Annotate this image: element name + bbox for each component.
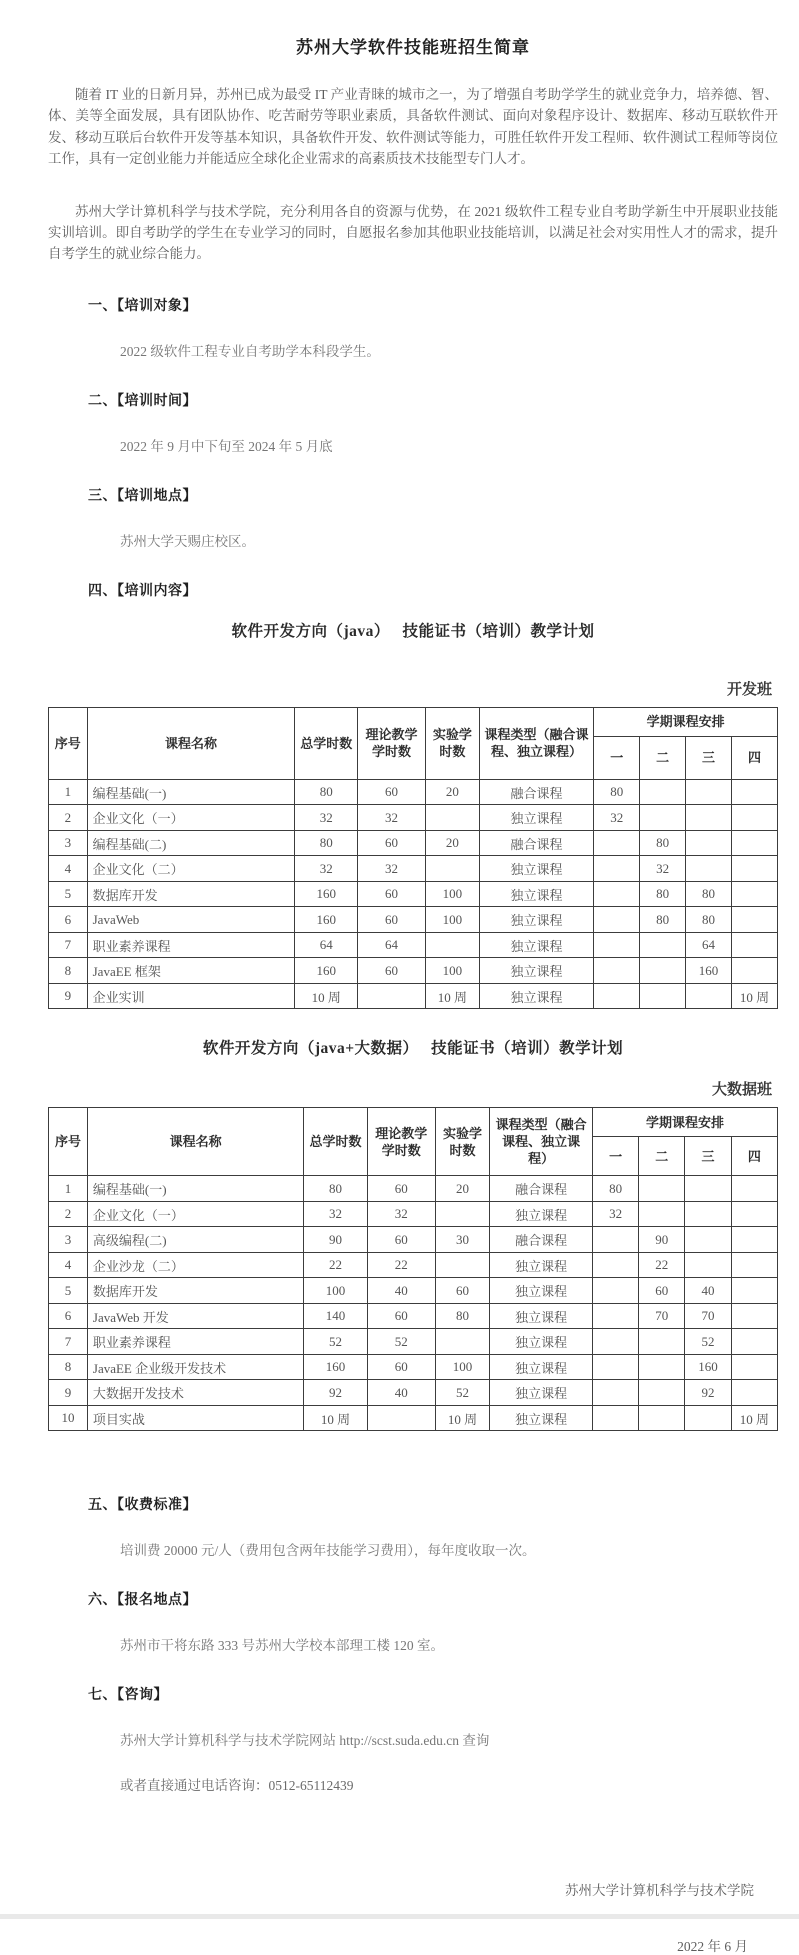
- cell-lab: [435, 1201, 489, 1227]
- section-heading-training-target: 一、【培训对象】: [88, 298, 197, 314]
- cell-total: 100: [304, 1278, 367, 1304]
- cell-type: 独立课程: [490, 1278, 593, 1304]
- cell-no: 4: [49, 1252, 88, 1278]
- cell-s1: [594, 907, 640, 933]
- cell-s2: 90: [639, 1227, 685, 1253]
- cell-lab: 20: [435, 1176, 489, 1202]
- cell-s4: 10 周: [732, 983, 778, 1009]
- cell-s2: [640, 958, 686, 984]
- cell-s3: 92: [685, 1380, 731, 1406]
- table-row: [49, 983, 778, 1009]
- cell-lab: 20: [425, 830, 479, 856]
- cell-total: 160: [295, 881, 358, 907]
- cell-theory: 32: [358, 856, 426, 882]
- table-row: [49, 958, 778, 984]
- cell-s1: [594, 856, 640, 882]
- cell-theory: [358, 983, 426, 1009]
- cell-s4: [732, 881, 778, 907]
- col-header-course-name: 课程名称: [87, 1108, 304, 1176]
- cell-name: JavaWeb 开发: [87, 1303, 304, 1329]
- cell-type: 独立课程: [479, 805, 593, 831]
- cell-total: 52: [304, 1329, 367, 1355]
- cell-s4: [732, 958, 778, 984]
- col-header-semester-1: 一: [594, 736, 640, 779]
- cell-s3: 160: [685, 1354, 731, 1380]
- cell-name: 高级编程(二): [87, 1227, 304, 1253]
- cell-type: 融合课程: [490, 1176, 593, 1202]
- cell-total: 90: [304, 1227, 367, 1253]
- cell-s1: 32: [592, 1201, 638, 1227]
- cell-no: 10: [49, 1405, 88, 1431]
- cell-name: 企业沙龙（二）: [87, 1252, 304, 1278]
- cell-s4: [731, 1380, 777, 1406]
- col-header-semester-3: 三: [686, 736, 732, 779]
- cell-total: 10 周: [295, 983, 358, 1009]
- cell-no: 8: [49, 1354, 88, 1380]
- col-header-lab-hours: 实验学时数: [435, 1108, 489, 1176]
- section-content-training-location: 苏州大学天赐庄校区。: [120, 533, 255, 549]
- bigdata-class-schedule-table: [48, 1107, 778, 1431]
- table-row: [49, 856, 778, 882]
- cell-s4: [732, 805, 778, 831]
- cell-lab: 20: [425, 779, 479, 805]
- cell-name: 编程基础(二): [87, 830, 295, 856]
- table-row: [49, 1405, 778, 1431]
- cell-total: 22: [304, 1252, 367, 1278]
- cell-total: 80: [295, 779, 358, 805]
- cell-theory: 60: [367, 1303, 435, 1329]
- cell-lab: 100: [425, 907, 479, 933]
- cell-s1: 80: [592, 1176, 638, 1202]
- section-heading-registration-location: 六、【报名地点】: [88, 1593, 197, 1609]
- cell-theory: 40: [367, 1278, 435, 1304]
- cell-no: 3: [49, 830, 88, 856]
- cell-type: 融合课程: [479, 830, 593, 856]
- cell-no: 7: [49, 932, 88, 958]
- cell-total: 32: [295, 856, 358, 882]
- section-heading-fees: 五、【收费标准】: [88, 1498, 197, 1514]
- cell-theory: 60: [358, 830, 426, 856]
- cell-name: 企业实训: [87, 983, 295, 1009]
- cell-theory: [367, 1405, 435, 1431]
- cell-name: JavaEE 企业级开发技术: [87, 1354, 304, 1380]
- cell-lab: 100: [425, 881, 479, 907]
- cell-s2: 70: [639, 1303, 685, 1329]
- cell-s2: [639, 1405, 685, 1431]
- cell-no: 1: [49, 1176, 88, 1202]
- cell-theory: 64: [358, 932, 426, 958]
- col-header-total-hours: 总学时数: [295, 707, 358, 779]
- cell-lab: 60: [435, 1278, 489, 1304]
- cell-name: 编程基础(一): [87, 779, 295, 805]
- section-heading-training-location: 三、【培训地点】: [88, 488, 197, 504]
- cell-s2: [639, 1176, 685, 1202]
- cell-s2: [640, 983, 686, 1009]
- cell-total: 32: [295, 805, 358, 831]
- cell-lab: 100: [435, 1354, 489, 1380]
- cell-theory: 32: [367, 1201, 435, 1227]
- col-header-semester-2: 二: [640, 736, 686, 779]
- table-row: [49, 1278, 778, 1304]
- cell-no: 5: [49, 1278, 88, 1304]
- cell-s2: [639, 1329, 685, 1355]
- cell-type: 独立课程: [479, 932, 593, 958]
- section-heading-training-content: 四、【培训内容】: [88, 583, 197, 599]
- cell-s4: [731, 1201, 777, 1227]
- cell-s1: [594, 830, 640, 856]
- cell-lab: [425, 805, 479, 831]
- cell-theory: 52: [367, 1329, 435, 1355]
- cell-s3: [685, 1252, 731, 1278]
- table2-title: 软件开发方向（java+大数据） 技能证书（培训）教学计划: [202, 1040, 624, 1058]
- cell-total: 64: [295, 932, 358, 958]
- cell-lab: [435, 1252, 489, 1278]
- section-heading-training-time: 二、【培训时间】: [88, 393, 197, 409]
- cell-theory: 60: [358, 958, 426, 984]
- cell-theory: 60: [358, 779, 426, 805]
- cell-s1: [594, 881, 640, 907]
- cell-s2: 60: [639, 1278, 685, 1304]
- cell-type: 独立课程: [479, 881, 593, 907]
- cell-s1: [592, 1278, 638, 1304]
- table1-title: 软件开发方向（java） 技能证书（培训）教学计划: [231, 622, 595, 640]
- cell-name: 企业文化（一）: [87, 1201, 304, 1227]
- cell-s3: 70: [685, 1303, 731, 1329]
- cell-s1: [592, 1227, 638, 1253]
- table-row: [49, 1380, 778, 1406]
- cell-s2: 80: [640, 881, 686, 907]
- cell-theory: 60: [358, 881, 426, 907]
- cell-theory: 60: [367, 1176, 435, 1202]
- cell-lab: 10 周: [425, 983, 479, 1009]
- cell-s4: 10 周: [731, 1405, 777, 1431]
- cell-s2: [639, 1354, 685, 1380]
- col-header-lab-hours: 实验学时数: [425, 707, 479, 779]
- cell-s2: 22: [639, 1252, 685, 1278]
- cell-type: 融合课程: [479, 779, 593, 805]
- cell-s1: [592, 1380, 638, 1406]
- cell-no: 2: [49, 805, 88, 831]
- cell-type: 独立课程: [479, 958, 593, 984]
- cell-s4: [731, 1278, 777, 1304]
- cell-theory: 32: [358, 805, 426, 831]
- cell-s2: [640, 932, 686, 958]
- cell-s2: 80: [640, 907, 686, 933]
- cell-no: 9: [49, 983, 88, 1009]
- cell-s3: 64: [686, 932, 732, 958]
- cell-total: 32: [304, 1201, 367, 1227]
- cell-type: 独立课程: [490, 1252, 593, 1278]
- cell-s3: [685, 1201, 731, 1227]
- cell-s2: [640, 779, 686, 805]
- col-header-semester-4: 四: [731, 1137, 777, 1176]
- cell-s1: [592, 1329, 638, 1355]
- footer-date: 2022 年 6 月: [677, 1939, 748, 1955]
- cell-total: 80: [295, 830, 358, 856]
- cell-s4: [731, 1329, 777, 1355]
- cell-theory: 40: [367, 1380, 435, 1406]
- cell-lab: [425, 932, 479, 958]
- section-content-fees: 培训费 20000 元/人（费用包含两年技能学习费用），每年度收取一次。: [120, 1543, 536, 1559]
- col-header-semester-4: 四: [732, 736, 778, 779]
- footer-organization: 苏州大学计算机科学与技术学院: [565, 1883, 754, 1899]
- col-header-no: 序号: [49, 1108, 88, 1176]
- cell-name: 职业素养课程: [87, 932, 295, 958]
- cell-lab: 10 周: [435, 1405, 489, 1431]
- cell-lab: [425, 856, 479, 882]
- intro-paragraph-2: 苏州大学计算机科学与技术学院，充分利用各自的资源与优势，在 2021 级软件工程专业自考助学新生中开展职业技能实训培训。即自考助学的学生在专业学习的同时，自愿报名参加其他职业技能培训，以满足社会对实用性人才的需求，提升自考学生的就业综合能力。: [48, 203, 778, 262]
- col-header-semester-plan: 学期课程安排: [592, 1108, 777, 1137]
- cell-name: 数据库开发: [87, 1278, 304, 1304]
- cell-s4: [732, 830, 778, 856]
- table-row: [49, 1201, 778, 1227]
- cell-s3: [685, 1176, 731, 1202]
- table-row: [49, 805, 778, 831]
- cell-no: 5: [49, 881, 88, 907]
- cell-type: 独立课程: [479, 907, 593, 933]
- col-header-course-type: 课程类型（融合课程、独立课程）: [490, 1108, 593, 1176]
- cell-total: 140: [304, 1303, 367, 1329]
- cell-s3: [686, 856, 732, 882]
- cell-s4: [731, 1303, 777, 1329]
- cell-s3: [686, 805, 732, 831]
- cell-theory: 60: [367, 1227, 435, 1253]
- cell-name: 数据库开发: [87, 881, 295, 907]
- page-title: 苏州大学软件技能班招生简章: [296, 38, 530, 57]
- table-row: [49, 1303, 778, 1329]
- cell-s1: 80: [594, 779, 640, 805]
- col-header-theory-hours: 理论教学学时数: [358, 707, 426, 779]
- cell-s1: [592, 1405, 638, 1431]
- table-row: [49, 1227, 778, 1253]
- cell-s3: 160: [686, 958, 732, 984]
- col-header-semester-plan: 学期课程安排: [594, 707, 778, 736]
- table2-class-label: 大数据班: [711, 1082, 772, 1099]
- cell-type: 独立课程: [490, 1329, 593, 1355]
- cell-s3: 52: [685, 1329, 731, 1355]
- cell-s2: 32: [640, 856, 686, 882]
- cell-s2: 80: [640, 830, 686, 856]
- table-row: [49, 1176, 778, 1202]
- col-header-course-name: 课程名称: [87, 707, 295, 779]
- cell-s4: [731, 1176, 777, 1202]
- cell-s1: [594, 932, 640, 958]
- cell-s4: [731, 1252, 777, 1278]
- cell-no: 3: [49, 1227, 88, 1253]
- cell-name: 企业文化（一）: [87, 805, 295, 831]
- cell-s1: 32: [594, 805, 640, 831]
- cell-s4: [732, 779, 778, 805]
- cell-s3: 40: [685, 1278, 731, 1304]
- cell-no: 1: [49, 779, 88, 805]
- cell-lab: 52: [435, 1380, 489, 1406]
- table-row: [49, 881, 778, 907]
- col-header-semester-1: 一: [592, 1137, 638, 1176]
- table-row: [49, 1252, 778, 1278]
- cell-s3: [686, 779, 732, 805]
- cell-s4: [731, 1227, 777, 1253]
- dev-class-schedule-table: [48, 707, 778, 1010]
- cell-s2: [639, 1201, 685, 1227]
- cell-no: 2: [49, 1201, 88, 1227]
- cell-s3: 80: [686, 881, 732, 907]
- cell-theory: 60: [358, 907, 426, 933]
- cell-s2: [639, 1380, 685, 1406]
- cell-s3: 80: [686, 907, 732, 933]
- cell-no: 9: [49, 1380, 88, 1406]
- cell-s4: [731, 1354, 777, 1380]
- table-row: [49, 1329, 778, 1355]
- page-bottom-edge: [0, 1914, 799, 1919]
- cell-s1: [594, 958, 640, 984]
- cell-s1: [592, 1354, 638, 1380]
- table-row: [49, 779, 778, 805]
- cell-lab: [435, 1329, 489, 1355]
- cell-name: JavaWeb: [87, 907, 295, 933]
- cell-name: 企业文化（二）: [87, 856, 295, 882]
- cell-theory: 22: [367, 1252, 435, 1278]
- section-content-registration-location: 苏州市干将东路 333 号苏州大学校本部理工楼 120 室。: [120, 1638, 444, 1654]
- cell-total: 160: [295, 907, 358, 933]
- table-row: [49, 932, 778, 958]
- cell-s4: [732, 856, 778, 882]
- cell-no: 4: [49, 856, 88, 882]
- cell-name: 编程基础(一): [87, 1176, 304, 1202]
- cell-s4: [732, 932, 778, 958]
- cell-s3: [685, 1405, 731, 1431]
- cell-no: 6: [49, 907, 88, 933]
- cell-name: 项目实战: [87, 1405, 304, 1431]
- cell-s1: [592, 1252, 638, 1278]
- section-content-consultation-website: 苏州大学计算机科学与技术学院网站 http://scst.suda.edu.cn 查询: [120, 1733, 490, 1749]
- cell-no: 7: [49, 1329, 88, 1355]
- cell-type: 独立课程: [490, 1380, 593, 1406]
- section-heading-consultation: 七、【咨询】: [88, 1688, 168, 1704]
- cell-s3: [685, 1227, 731, 1253]
- cell-total: 10 周: [304, 1405, 367, 1431]
- cell-s3: [686, 983, 732, 1009]
- cell-type: 独立课程: [479, 983, 593, 1009]
- cell-lab: 30: [435, 1227, 489, 1253]
- cell-total: 92: [304, 1380, 367, 1406]
- col-header-semester-3: 三: [685, 1137, 731, 1176]
- cell-no: 6: [49, 1303, 88, 1329]
- table-row: [49, 830, 778, 856]
- cell-name: JavaEE 框架: [87, 958, 295, 984]
- cell-s1: [592, 1303, 638, 1329]
- consultation-phone-line: 或者直接通过电话咨询：0512-65112439: [120, 1778, 354, 1794]
- cell-s2: [640, 805, 686, 831]
- section-content-training-time: 2022 年 9 月中下旬至 2024 年 5 月底: [120, 438, 333, 454]
- cell-type: 独立课程: [490, 1201, 593, 1227]
- cell-type: 独立课程: [490, 1405, 593, 1431]
- cell-total: 160: [295, 958, 358, 984]
- cell-type: 独立课程: [479, 856, 593, 882]
- section-content-training-target: 2022 级软件工程专业自考助学本科段学生。: [120, 343, 380, 359]
- col-header-no: 序号: [49, 707, 88, 779]
- cell-type: 独立课程: [490, 1354, 593, 1380]
- cell-s3: [686, 830, 732, 856]
- cell-s4: [732, 907, 778, 933]
- cell-theory: 60: [367, 1354, 435, 1380]
- table-row: [49, 1354, 778, 1380]
- cell-no: 8: [49, 958, 88, 984]
- cell-lab: 80: [435, 1303, 489, 1329]
- cell-type: 融合课程: [490, 1227, 593, 1253]
- cell-type: 独立课程: [490, 1303, 593, 1329]
- cell-total: 80: [304, 1176, 367, 1202]
- table-row: [49, 907, 778, 933]
- cell-s1: [594, 983, 640, 1009]
- table1-class-label: 开发班: [726, 681, 772, 698]
- col-header-theory-hours: 理论教学学时数: [367, 1108, 435, 1176]
- col-header-semester-2: 二: [639, 1137, 685, 1176]
- col-header-course-type: 课程类型（融合课程、独立课程）: [479, 707, 593, 779]
- intro-paragraph-1: 随着 IT 业的日新月异，苏州已成为最受 IT 产业青睐的城市之一，为了增强自考助学学生的就业竞争力，培养德、智、体、美等全面发展，具有团队协作、吃苦耐劳等职业素质，具备软件测试、面向对象程序设计、数据库、移动互联软件开发、移动互联后台软件开发等基本知识，具备软件开发、软件测试等能力，可胜任软件开发工程师、软件测试工程师等岗位工作，具有一定创业能力并能适应全球化企业需求的高素质技术技能型专门人才。: [48, 87, 778, 167]
- cell-name: 职业素养课程: [87, 1329, 304, 1355]
- cell-lab: 100: [425, 958, 479, 984]
- cell-name: 大数据开发技术: [87, 1380, 304, 1406]
- cell-total: 160: [304, 1354, 367, 1380]
- col-header-total-hours: 总学时数: [304, 1108, 367, 1176]
